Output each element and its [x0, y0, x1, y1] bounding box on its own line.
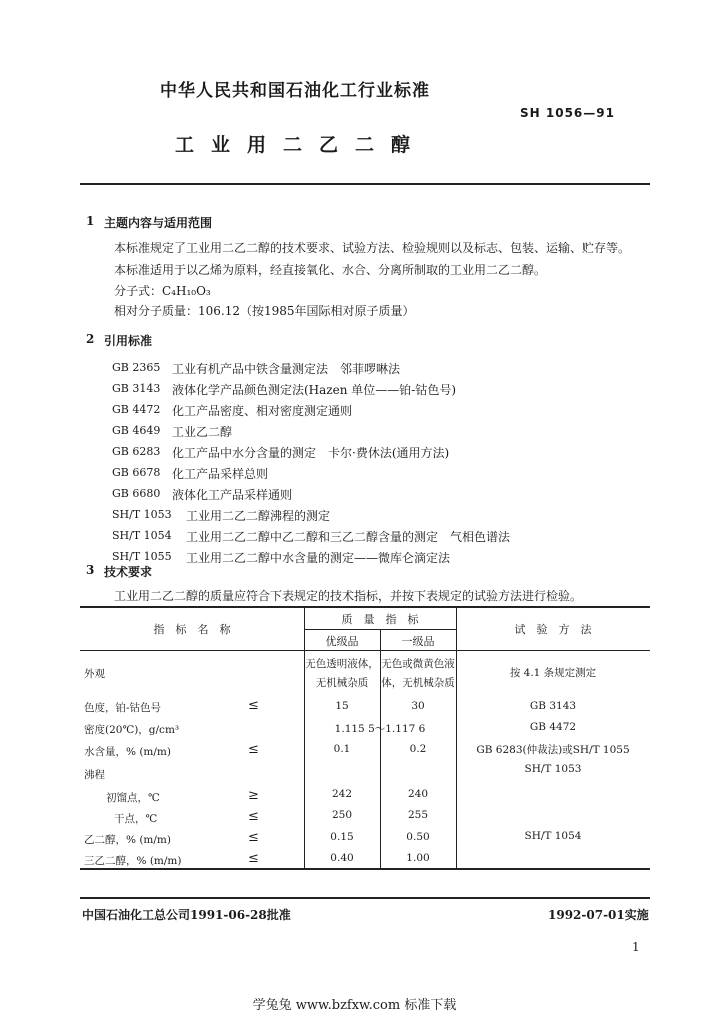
ref-title: 工业有机产品中铁含量测定法 邻菲啰啉法 [172, 362, 401, 376]
table-top-rule [80, 606, 650, 608]
header-method: 试 验 方 法 [514, 623, 592, 636]
table-cell-first: 0.50 [406, 831, 430, 843]
table-cell-symbol: ≥ [248, 788, 259, 803]
table-cell-name: 密度(20℃)，g/cm³ [84, 724, 180, 736]
table-cell-superior: 250 [331, 809, 353, 821]
ref-code: SH/T 1053 [112, 508, 172, 521]
standard-code: SH 1056—91 [520, 106, 615, 120]
ref-title: 化工产品中水分含量的测定 卡尔·费休法(通用方法) [172, 446, 450, 460]
table-cell-first: 0.2 [409, 743, 427, 755]
table-bottom-rule [80, 868, 650, 870]
ref-title: 工业乙二醇 [172, 425, 233, 439]
ref-title: 化工产品密度、相对密度测定通则 [172, 404, 353, 418]
table-cell-name: 乙二醇，% (m/m) [84, 834, 171, 846]
table-cell-first: 255 [407, 809, 429, 821]
section-2-number: 2 [86, 332, 95, 346]
ref-title: 化工产品采样总则 [172, 467, 269, 481]
table-cell-first: 体，无机械杂质 [381, 677, 455, 689]
table-cell-name: 沸程 [84, 769, 105, 781]
section-3-number: 3 [86, 563, 95, 577]
ref-title: 工业用二乙二醇沸程的测定 [186, 509, 331, 523]
ref-code: GB 6678 [112, 466, 161, 479]
ref-code: GB 2365 [112, 361, 161, 374]
table-cell-superior: 0.40 [330, 852, 354, 864]
table-cell-method: GB 6283(仲裁法)或SH/T 1055 [476, 744, 630, 756]
table-cell-first: 30 [411, 700, 425, 712]
table-cell-superior: 0.15 [330, 831, 354, 843]
table-cell-symbol: ≤ [248, 698, 259, 713]
table-header-rule [80, 650, 650, 651]
table-cell-name: 三乙二醇，% (m/m) [84, 855, 182, 867]
header-superior: 优级品 [325, 635, 359, 648]
ref-code: GB 6283 [112, 445, 161, 458]
table-cell-method: SH/T 1054 [524, 830, 582, 842]
section-3-heading: 技术要求 [104, 565, 153, 579]
watermark: 学兔兔 www.bzfxw.com 标准下载 [252, 998, 457, 1013]
table-cell-name: 水含量，% (m/m) [84, 746, 171, 758]
section-1-formula: 分子式：C₄H₁₀O₃ [114, 284, 211, 298]
ref-code: GB 6680 [112, 487, 161, 500]
ref-title: 液体化学产品颜色测定法(Hazen 单位——铂-钴色号) [172, 383, 457, 397]
table-cell-name: 干点，℃ [114, 813, 158, 825]
table-cell-merged: 1.115 5～1.117 6 [334, 723, 426, 735]
ref-title: 工业用二乙二醇中水含量的测定——微库仑滴定法 [186, 551, 451, 565]
table-cell-first: 无色或微黄色液 [381, 658, 455, 670]
table-cell-method: GB 3143 [529, 700, 577, 712]
table-cell-superior: 15 [335, 700, 349, 712]
header-quality: 质 量 指 标 [341, 613, 419, 626]
table-cell-symbol: ≤ [248, 830, 259, 845]
section-2-heading: 引用标准 [104, 334, 153, 348]
header-rule [80, 183, 650, 185]
implementation-date: 1992-07-01实施 [548, 908, 649, 922]
footer-rule [80, 897, 650, 899]
page-number: 1 [632, 940, 640, 954]
table-cell-superior: 无机械杂质 [315, 677, 369, 689]
table-cell-symbol: ≤ [248, 809, 259, 824]
section-1-heading: 主题内容与适用范围 [104, 216, 213, 230]
table-cell-superior: 242 [331, 788, 353, 800]
header-first: 一级品 [401, 635, 435, 648]
table-cell-method: 按 4.1 条规定测定 [509, 667, 597, 679]
table-cell-name: 外观 [84, 668, 105, 680]
table-cell-first: 1.00 [406, 852, 430, 864]
section-3-intro: 工业用二乙二醇的质量应符合下表规定的技术指标，并按下表规定的试验方法进行检验。 [114, 589, 583, 603]
ref-code: SH/T 1055 [112, 550, 172, 563]
issuing-body: 中华人民共和国石油化工行业标准 [160, 81, 430, 101]
table-col-divider [456, 606, 457, 868]
table-cell-superior: 0.1 [333, 743, 351, 755]
table-cell-name: 初馏点，℃ [106, 792, 160, 804]
approval-line: 中国石油化工总公司1991-06-28批准 [82, 908, 291, 922]
header-item-name: 指 标 名 称 [153, 623, 231, 636]
table-cell-method: SH/T 1053 [524, 763, 582, 775]
ref-code: GB 4649 [112, 424, 161, 437]
table-cell-name: 色度，铂-钴色号 [84, 702, 162, 714]
table-cell-symbol: ≤ [248, 851, 259, 866]
table-cell-symbol: ≤ [248, 742, 259, 757]
ref-code: GB 4472 [112, 403, 161, 416]
table-cell-first: 240 [407, 788, 429, 800]
ref-code: GB 3143 [112, 382, 161, 395]
table-cell-method: GB 4472 [529, 721, 577, 733]
section-1-line-2: 本标准适用于以乙烯为原料，经直接氧化、水合、分离所制取的工业用二乙二醇。 [114, 263, 547, 277]
ref-title: 液体化工产品采样通则 [172, 488, 293, 502]
ref-title: 工业用二乙二醇中乙二醇和三乙二醇含量的测定 气相色谱法 [186, 530, 511, 544]
table-cell-superior: 无色透明液体， [305, 658, 379, 670]
section-1-number: 1 [86, 214, 95, 228]
ref-code: SH/T 1054 [112, 529, 172, 542]
section-1-line-1: 本标准规定了工业用二乙二醇的技术要求、试验方法、检验规则以及标志、包装、运输、贮存等。 [114, 241, 631, 255]
document-title: 工业用二乙二醇 [175, 134, 428, 156]
section-1-molar-mass: 相对分子质量：106.12（按1985年国际相对原子质量） [114, 304, 415, 318]
